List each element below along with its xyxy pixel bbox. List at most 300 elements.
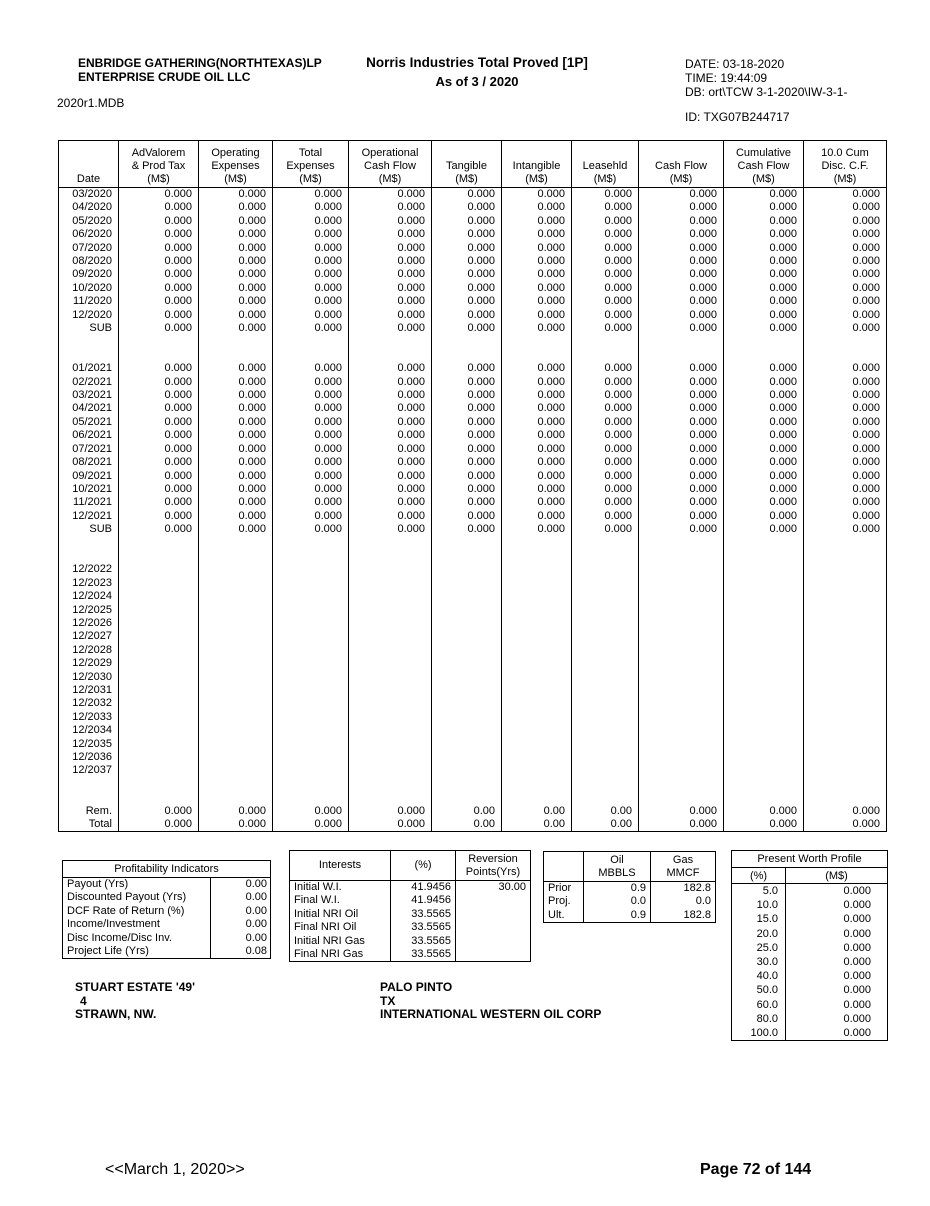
cell: 0.000 — [119, 295, 199, 308]
cell — [119, 657, 199, 670]
cell — [349, 764, 432, 777]
cell — [639, 550, 724, 563]
cell: 0.000 — [502, 282, 572, 295]
cell — [273, 644, 349, 657]
cell — [724, 724, 804, 737]
cell: 0.000 — [273, 510, 349, 523]
cell: 0.000 — [349, 295, 432, 308]
cell: 0.000 — [502, 268, 572, 281]
cell: SUB — [59, 322, 119, 335]
cell: 0.9 — [584, 909, 651, 923]
cell — [119, 751, 199, 764]
cell — [273, 590, 349, 603]
cell — [119, 764, 199, 777]
cell — [59, 537, 119, 550]
cell — [59, 349, 119, 362]
table-row — [63, 878, 271, 892]
cell: 0.000 — [349, 805, 432, 818]
cell — [432, 550, 502, 563]
cell: 0.000 — [572, 376, 639, 389]
cell: 0.000 — [119, 416, 199, 429]
cell: 0.000 — [786, 927, 888, 941]
cell: Final NRI Gas — [294, 948, 364, 961]
cell: 0.000 — [273, 470, 349, 483]
cell — [199, 550, 273, 563]
cell: 0.000 — [572, 201, 639, 214]
cell — [502, 791, 572, 804]
cell — [273, 550, 349, 563]
cell: 0.000 — [639, 456, 724, 469]
cell: 0.000 — [199, 215, 273, 228]
cell: 12/2027 — [59, 630, 119, 643]
table-row — [59, 228, 887, 241]
profitability-body — [63, 878, 271, 959]
cell: 0.000 — [273, 201, 349, 214]
cell: 0.000 — [349, 470, 432, 483]
cell: 0.000 — [432, 389, 502, 402]
cell: 0.000 — [804, 805, 887, 818]
cell: 0.000 — [724, 523, 804, 536]
cell: 0.000 — [724, 255, 804, 268]
table-row — [59, 510, 887, 523]
table-row — [732, 898, 888, 912]
time-line: TIME: 19:44:09 — [685, 71, 768, 85]
cell — [502, 764, 572, 777]
cell: 0.000 — [119, 496, 199, 509]
cell: 0.000 — [724, 470, 804, 483]
cell — [502, 644, 572, 657]
cell — [273, 537, 349, 550]
table-row — [59, 684, 887, 697]
cell — [199, 697, 273, 710]
table-row — [59, 751, 887, 764]
cell — [273, 577, 349, 590]
cell — [119, 778, 199, 791]
table-row — [63, 905, 271, 918]
cell — [804, 671, 887, 684]
cell: 0.000 — [349, 242, 432, 255]
table-row — [290, 908, 531, 921]
cell — [724, 684, 804, 697]
footer-page-number: Page 72 of 144 — [700, 1161, 812, 1178]
cell: 0.000 — [349, 201, 432, 214]
cell: 0.000 — [349, 510, 432, 523]
table-row — [59, 295, 887, 308]
cell: 0.00 — [211, 905, 271, 918]
cell: 0.000 — [199, 188, 273, 202]
cell — [349, 577, 432, 590]
cell: 0.000 — [639, 402, 724, 415]
cell: 182.8 — [651, 909, 716, 923]
cell: Payout (Yrs) — [67, 878, 129, 890]
cell: 0.000 — [199, 268, 273, 281]
cell — [119, 537, 199, 550]
db-line: DB: ort\TCW 3-1-2020\IW-3-1- — [685, 85, 848, 99]
cell: 60.0 — [756, 998, 778, 1011]
cell — [119, 563, 199, 576]
cell — [502, 697, 572, 710]
cell: 0.000 — [724, 429, 804, 442]
table-row — [732, 983, 888, 997]
cell: 0.000 — [639, 805, 724, 818]
present-worth-table — [731, 850, 888, 1041]
cell: 0.000 — [432, 376, 502, 389]
cell — [273, 563, 349, 576]
cell — [639, 617, 724, 630]
cell — [432, 738, 502, 751]
cell: 0.000 — [804, 188, 887, 202]
cell: 0.000 — [199, 523, 273, 536]
cell — [59, 778, 119, 791]
column-header: AdValorem & Prod Tax (M$) — [119, 141, 199, 188]
table-row — [544, 909, 716, 923]
cell: 12/2034 — [59, 724, 119, 737]
cell: 0.000 — [724, 362, 804, 375]
present-worth-title: Present Worth Profile — [732, 851, 888, 868]
cell: 0.000 — [572, 496, 639, 509]
cell: 10/2020 — [59, 282, 119, 295]
cell: 0.00 — [502, 805, 572, 818]
cell: 0.000 — [349, 416, 432, 429]
cell — [804, 577, 887, 590]
cell: 0.000 — [273, 295, 349, 308]
cell — [724, 349, 804, 362]
cell — [804, 697, 887, 710]
cell — [804, 563, 887, 576]
cell: 0.000 — [119, 429, 199, 442]
cell — [432, 671, 502, 684]
cell: 0.000 — [572, 510, 639, 523]
meta-block — [685, 57, 847, 99]
table-row — [59, 778, 887, 791]
cell: 0.000 — [502, 376, 572, 389]
cell — [349, 738, 432, 751]
cell: 05/2021 — [59, 416, 119, 429]
cell: 0.000 — [349, 255, 432, 268]
table-row — [63, 918, 271, 931]
reserves-body — [544, 882, 716, 923]
cell — [502, 577, 572, 590]
cell: 07/2021 — [59, 443, 119, 456]
cell — [572, 751, 639, 764]
cell: 12/2035 — [59, 738, 119, 751]
cell: 0.000 — [804, 242, 887, 255]
cell — [572, 604, 639, 617]
cell: 0.000 — [349, 362, 432, 375]
cell: 0.000 — [572, 429, 639, 442]
table-row — [59, 630, 887, 643]
cell: 0.000 — [119, 322, 199, 335]
cell: 0.000 — [273, 309, 349, 322]
cell — [432, 537, 502, 550]
cell: 0.000 — [199, 456, 273, 469]
table-row — [59, 496, 887, 509]
cell — [199, 630, 273, 643]
cell — [572, 577, 639, 590]
cell — [432, 590, 502, 603]
cell: 0.000 — [119, 470, 199, 483]
table-row — [59, 818, 887, 832]
cell: 0.000 — [724, 242, 804, 255]
cell: 0.000 — [804, 322, 887, 335]
cell: 0.000 — [572, 228, 639, 241]
cell: 0.000 — [349, 282, 432, 295]
cell — [349, 711, 432, 724]
cell: 0.000 — [199, 443, 273, 456]
cell: 0.000 — [119, 228, 199, 241]
cell: 0.000 — [349, 268, 432, 281]
cell — [59, 791, 119, 804]
cell: 0.000 — [199, 295, 273, 308]
cell — [349, 671, 432, 684]
cell: 0.000 — [786, 941, 888, 955]
cell: 0.000 — [804, 309, 887, 322]
cell — [572, 724, 639, 737]
cell: 0.000 — [199, 470, 273, 483]
cell: 0.000 — [786, 898, 888, 912]
cell: 0.000 — [432, 362, 502, 375]
table-row — [290, 935, 531, 948]
column-header: Operating Expenses (M$) — [199, 141, 273, 188]
cell — [349, 563, 432, 576]
column-header: (%) — [391, 851, 456, 881]
cell: 05/2020 — [59, 215, 119, 228]
cell: 0.000 — [639, 443, 724, 456]
cell: 0.000 — [724, 268, 804, 281]
cell — [572, 764, 639, 777]
cell: 0.000 — [572, 255, 639, 268]
table-row — [59, 738, 887, 751]
cell: 0.000 — [502, 389, 572, 402]
cell: Final NRI Oil — [294, 921, 357, 934]
cell: 0.0 — [651, 895, 716, 908]
column-header — [544, 852, 584, 882]
cell: 12/2032 — [59, 697, 119, 710]
interests-body — [290, 881, 531, 962]
cell — [639, 590, 724, 603]
cell: 0.000 — [639, 188, 724, 202]
cell: 0.000 — [639, 818, 724, 832]
cell — [804, 778, 887, 791]
cell: 0.9 — [584, 882, 651, 896]
report-title: Norris Industries Total Proved [1P] — [366, 55, 588, 70]
cell — [639, 778, 724, 791]
cell — [199, 724, 273, 737]
cell — [724, 711, 804, 724]
cell — [432, 697, 502, 710]
cell: 0.000 — [639, 470, 724, 483]
cashflow-table-body — [59, 188, 887, 832]
cell — [572, 550, 639, 563]
cell: 0.000 — [502, 295, 572, 308]
cell — [804, 764, 887, 777]
cell — [432, 644, 502, 657]
cell: 0.000 — [273, 523, 349, 536]
cell: 0.000 — [786, 1012, 888, 1026]
cell: 182.8 — [651, 882, 716, 896]
interests-table — [289, 850, 531, 962]
cell: 0.000 — [724, 510, 804, 523]
cell: 0.000 — [502, 362, 572, 375]
cell: 0.000 — [502, 470, 572, 483]
cell — [349, 724, 432, 737]
table-row — [59, 188, 887, 202]
cell: 0.000 — [119, 268, 199, 281]
cell — [724, 697, 804, 710]
column-header: Gas MMCF — [651, 852, 716, 882]
cell: 0.000 — [199, 376, 273, 389]
cell: 0.000 — [724, 402, 804, 415]
cell: 0.000 — [119, 818, 199, 832]
cell: 0.000 — [786, 912, 888, 926]
table-row — [59, 657, 887, 670]
cell: 06/2020 — [59, 228, 119, 241]
cell — [349, 684, 432, 697]
cell: 03/2021 — [59, 389, 119, 402]
cell — [119, 550, 199, 563]
cell — [724, 335, 804, 348]
cell — [639, 644, 724, 657]
cashflow-table-head — [59, 141, 887, 188]
cell: 0.000 — [639, 362, 724, 375]
cell: 0.000 — [432, 268, 502, 281]
cell — [199, 604, 273, 617]
cell — [639, 563, 724, 576]
cell: 0.000 — [786, 998, 888, 1012]
cell — [199, 684, 273, 697]
cell: 0.000 — [786, 983, 888, 997]
footer-date-marker: <<March 1, 2020>> — [105, 1161, 245, 1178]
cell — [804, 604, 887, 617]
cell: 02/2021 — [59, 376, 119, 389]
table-row — [732, 884, 888, 899]
cell: 0.000 — [502, 416, 572, 429]
cell — [639, 349, 724, 362]
cell: 12/2028 — [59, 644, 119, 657]
cell — [199, 349, 273, 362]
cell — [804, 644, 887, 657]
cell — [572, 563, 639, 576]
cell — [199, 751, 273, 764]
cell: 33.5565 — [391, 935, 456, 948]
cell: 40.0 — [756, 970, 778, 983]
cell — [502, 617, 572, 630]
cell — [502, 671, 572, 684]
cell: 11/2020 — [59, 295, 119, 308]
cell — [199, 644, 273, 657]
cell — [724, 751, 804, 764]
cell: 0.000 — [639, 242, 724, 255]
cell: 0.000 — [432, 496, 502, 509]
cell: 0.000 — [432, 215, 502, 228]
column-header: Tangible (M$) — [432, 141, 502, 188]
cell — [724, 550, 804, 563]
cell: 0.000 — [724, 483, 804, 496]
well-info-left — [75, 981, 195, 1022]
cell: 0.000 — [786, 1026, 888, 1041]
cell — [724, 537, 804, 550]
cell: 0.000 — [273, 376, 349, 389]
table-row — [59, 590, 887, 603]
cell — [724, 738, 804, 751]
cell: 0.000 — [639, 376, 724, 389]
cell: 0.000 — [119, 510, 199, 523]
cell — [724, 657, 804, 670]
lease-name: STUART ESTATE '49' — [75, 980, 195, 994]
cell: 0.000 — [639, 429, 724, 442]
well-info-right — [380, 981, 601, 1022]
cell: 0.000 — [639, 255, 724, 268]
cell — [119, 630, 199, 643]
cell: 0.000 — [502, 523, 572, 536]
cell — [572, 791, 639, 804]
cell: 0.000 — [804, 510, 887, 523]
cell: 0.000 — [724, 416, 804, 429]
cell — [502, 684, 572, 697]
table-row — [63, 891, 271, 904]
table-row — [59, 764, 887, 777]
cell — [349, 335, 432, 348]
cell: 0.000 — [432, 188, 502, 202]
cell — [804, 711, 887, 724]
cell — [199, 671, 273, 684]
cell: 0.000 — [199, 255, 273, 268]
cell: 100.0 — [750, 1027, 778, 1040]
cell: Project Life (Yrs) — [67, 945, 149, 958]
cell: 0.000 — [502, 322, 572, 335]
cell: 0.000 — [572, 389, 639, 402]
cell: 0.000 — [119, 362, 199, 375]
table-row — [732, 927, 888, 941]
cell — [432, 563, 502, 576]
cell: 09/2020 — [59, 268, 119, 281]
column-header: Date — [59, 141, 119, 188]
cell: 0.000 — [804, 456, 887, 469]
cell: 0.000 — [199, 496, 273, 509]
cell — [432, 724, 502, 737]
cell: 12/2024 — [59, 590, 119, 603]
cell: 0.000 — [572, 402, 639, 415]
cell: 0.000 — [273, 282, 349, 295]
cell — [119, 684, 199, 697]
cell: Total — [59, 818, 119, 832]
cell — [119, 697, 199, 710]
cell: 0.000 — [432, 523, 502, 536]
cell — [273, 738, 349, 751]
cell: 0.000 — [804, 376, 887, 389]
cell — [432, 577, 502, 590]
cell: 0.000 — [639, 282, 724, 295]
cell — [502, 630, 572, 643]
table-row — [59, 389, 887, 402]
cell: Income/Investment — [67, 918, 160, 931]
cell — [199, 657, 273, 670]
cell: 0.000 — [804, 389, 887, 402]
cell: 0.000 — [273, 242, 349, 255]
cell: 0.000 — [273, 805, 349, 818]
table-row — [59, 443, 887, 456]
cell — [456, 908, 531, 921]
cell — [804, 791, 887, 804]
cell: Proj. — [548, 895, 571, 908]
table-row — [290, 948, 531, 962]
cell — [724, 604, 804, 617]
report-subtitle: As of 3 / 2020 — [435, 74, 519, 89]
present-worth-header-row — [732, 868, 888, 884]
table-row — [732, 955, 888, 969]
cell — [572, 644, 639, 657]
cell: 0.000 — [273, 188, 349, 202]
